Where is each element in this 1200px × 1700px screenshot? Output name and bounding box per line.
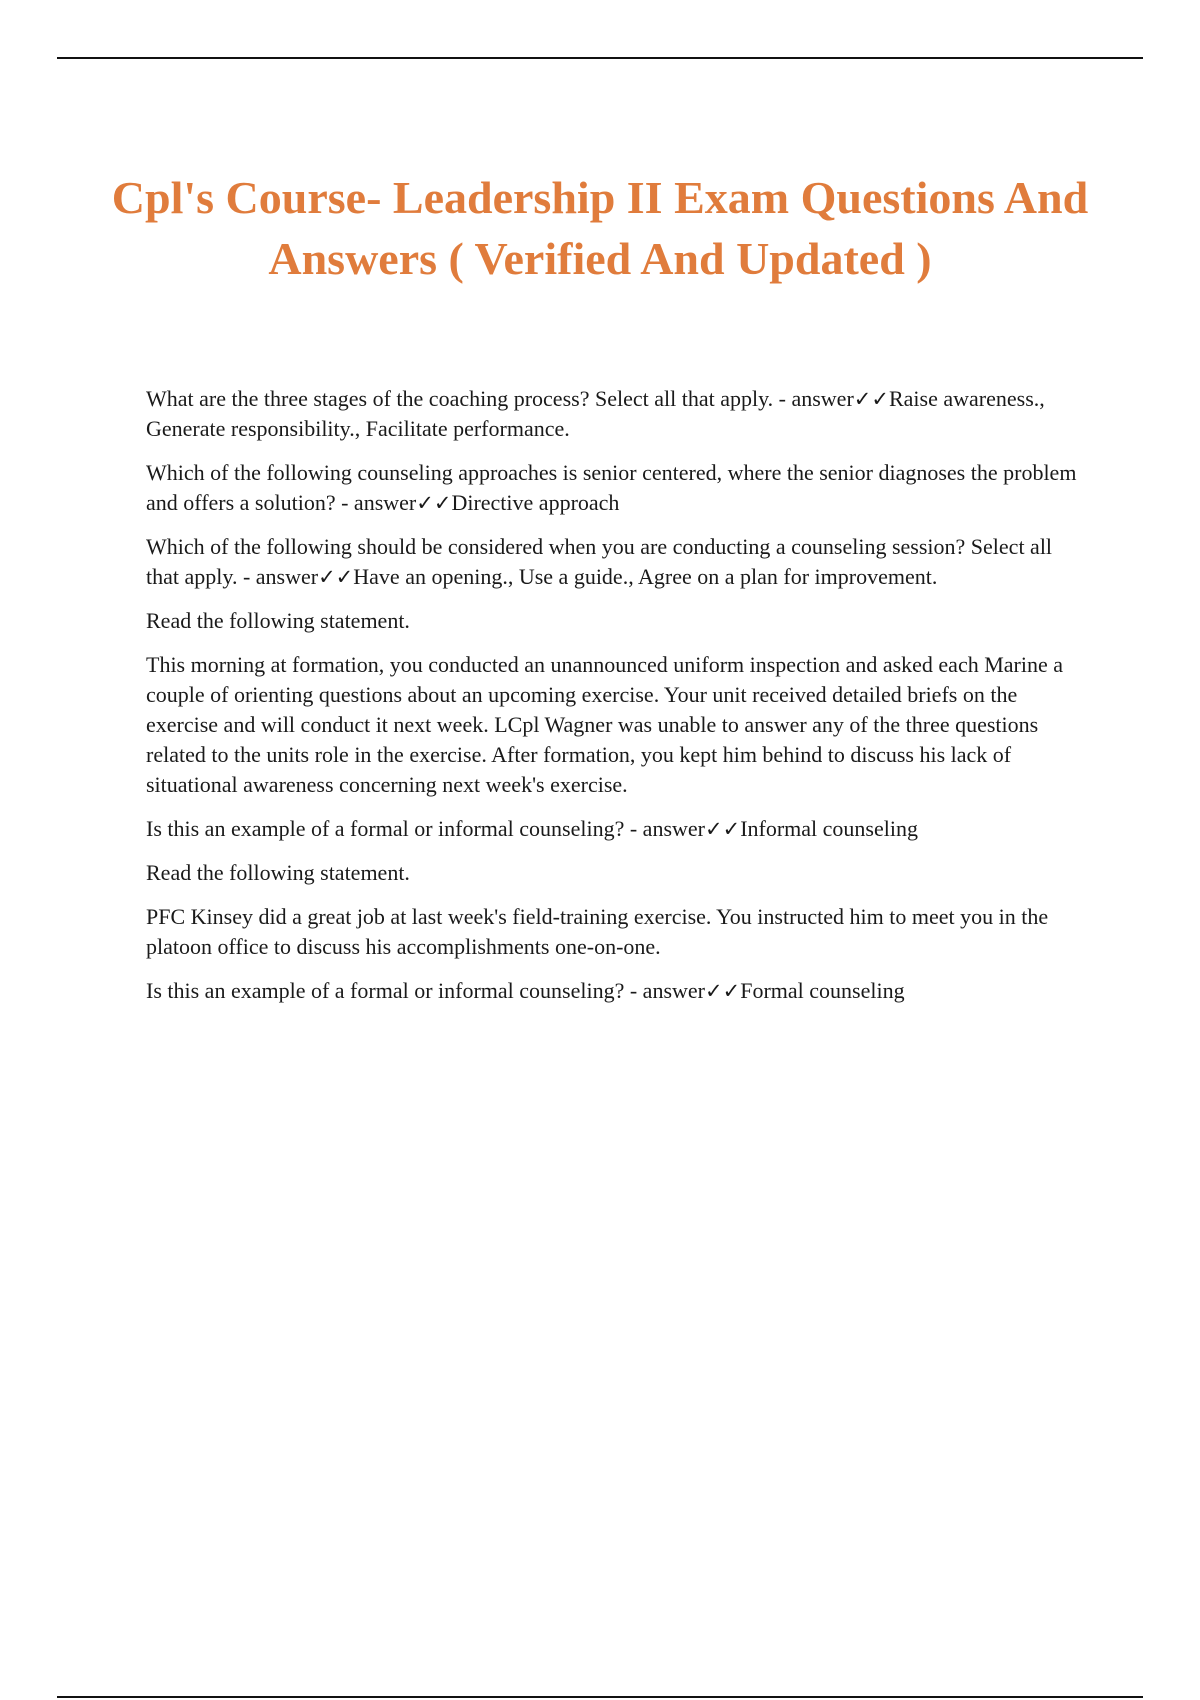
answer-prefix: - answer bbox=[624, 816, 705, 841]
document-title: Cpl's Course- Leadership II Exam Questions And Answers ( Verified And Updated ) bbox=[111, 172, 1089, 284]
qa-paragraph-3 bbox=[146, 532, 1086, 592]
answer-prefix: - answer bbox=[624, 978, 705, 1003]
checkmark-icon: ✓✓ bbox=[318, 565, 354, 589]
document-body bbox=[146, 384, 1086, 1020]
question-text: Which of the following should be considered when you are conducting a counseling session? Select all that apply. bbox=[146, 534, 1053, 589]
checkmark-icon: ✓✓ bbox=[416, 491, 452, 515]
checkmark-icon: ✓✓ bbox=[705, 979, 741, 1003]
statement-intro-1: Read the following statement. bbox=[146, 608, 410, 633]
qa-paragraph-5 bbox=[146, 976, 1086, 1006]
question-text: Is this an example of a formal or informal counseling? bbox=[146, 978, 625, 1003]
question-text: Which of the following counseling approaches is senior centered, where the senior diagnoses the problem and offers a solution? bbox=[146, 460, 1077, 515]
bottom-rule bbox=[57, 1696, 1143, 1698]
question-text: What are the three stages of the coaching process? Select all that apply. bbox=[146, 386, 774, 411]
answer-text: Have an opening., Use a guide., Agree on a plan for improvement. bbox=[353, 564, 938, 589]
answer-text: Directive approach bbox=[451, 490, 620, 515]
question-text: Is this an example of a formal or informal counseling? bbox=[146, 816, 625, 841]
statement-scenario-1: This morning at formation, you conducted an unannounced uniform inspection and asked each Marine a couple of orienting questions about an upcoming exercise. Your unit received detailed briefs on the exercise and will conduct it next week. LCpl Wagner was unable to answer any of the three questions related to the units role in the exercise. After formation, you kept him behind to discuss his lack of situational awareness concerning next week's exercise. bbox=[146, 652, 1064, 797]
checkmark-icon: ✓✓ bbox=[853, 387, 889, 411]
answer-text: Informal counseling bbox=[740, 816, 918, 841]
answer-text: Formal counseling bbox=[740, 978, 905, 1003]
answer-prefix: - answer bbox=[773, 386, 854, 411]
answer-text: Raise awareness., Generate responsibility., Facilitate performance. bbox=[146, 386, 1045, 441]
top-rule bbox=[57, 57, 1143, 59]
answer-prefix: - answer bbox=[335, 490, 417, 515]
statement-scenario-2: PFC Kinsey did a great job at last week's field-training exercise. You instructed him to meet you in the platoon office to discuss his accomplishments one-on-one. bbox=[146, 904, 1049, 959]
checkmark-icon: ✓✓ bbox=[705, 817, 741, 841]
qa-paragraph-1 bbox=[146, 384, 1086, 444]
answer-prefix: - answer bbox=[237, 564, 319, 589]
qa-paragraph-2 bbox=[146, 458, 1086, 518]
statement-intro-2: Read the following statement. bbox=[146, 860, 410, 885]
qa-paragraph-4 bbox=[146, 814, 1086, 844]
